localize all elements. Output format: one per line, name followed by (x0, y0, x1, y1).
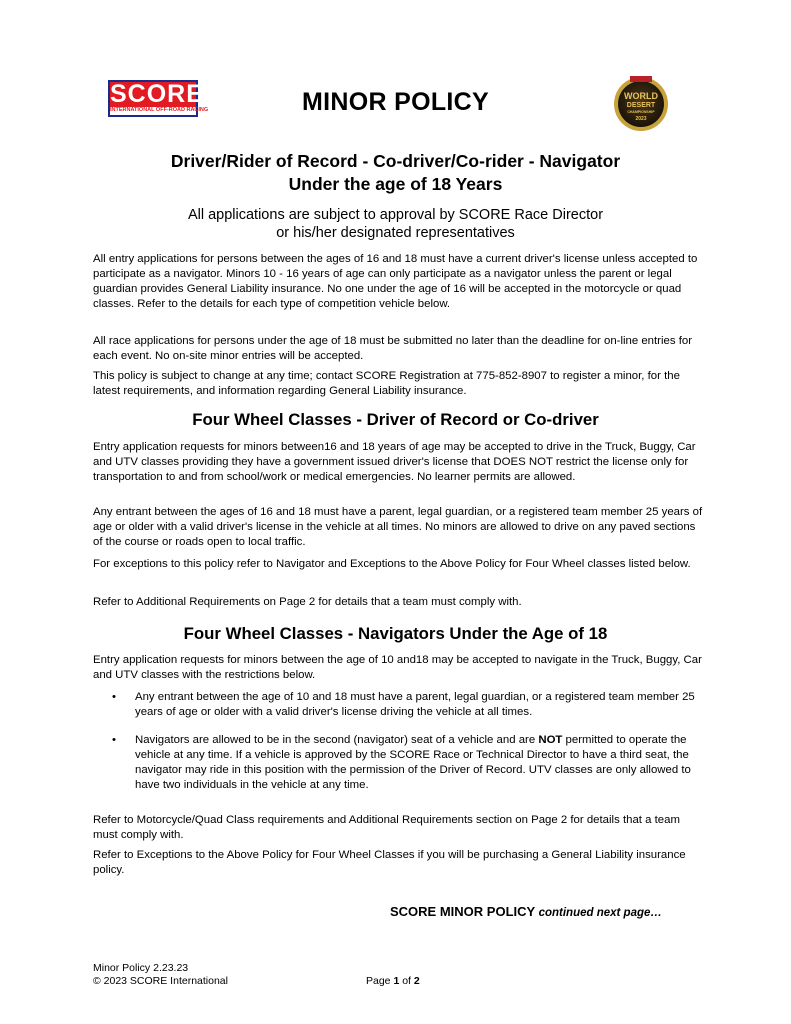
section-heading-drivers: Four Wheel Classes - Driver of Record or Co-driver (192, 410, 599, 429)
main-heading-line1: Driver/Rider of Record - Co-driver/Co-rider - Navigator (170, 151, 621, 171)
section1-paragraph-4: Refer to Additional Requirements on Page 2 for details that a team must comply with. (93, 596, 522, 608)
section2-paragraph-3: Refer to Exceptions to the Above Policy for Four Wheel Classes if you will be purchasing a General Liability insurance policy. (93, 849, 686, 876)
section1-paragraph-3: For exceptions to this policy refer to Navigator and Exceptions to the Above Policy for Four Wheel classes listed below. (93, 558, 691, 570)
score-logo-subtitle: INTERNATIONAL OFF-ROAD RACING (108, 107, 198, 117)
main-heading-line2: Under the age of 18 Years (288, 174, 503, 194)
intro-paragraph-1: All entry applications for persons between the ages of 16 and 18 must have a current driver's license unless accepted to participate as a navigator. Minors 10 - 16 years of age can only participate as a navigator unless the parent or legal guardian provides General Liability insurance. No one under the age of 16 will be accepted in the motorcycle or quad classes. Refer to the details for each type of competition vehicle below. (93, 253, 698, 310)
not-emphasis: NOT (538, 734, 563, 746)
section-heading-navigators: Four Wheel Classes - Navigators Under the Age of 18 (183, 624, 608, 643)
seal-text-world: WORLD (624, 91, 658, 101)
footer-version: Minor Policy 2.23.23 (93, 962, 189, 974)
approval-line2: or his/her designated representatives (276, 225, 515, 241)
page-title: MINOR POLICY (302, 88, 489, 116)
bullet-dot: • (112, 691, 116, 703)
approval-line1: All applications are subject to approval by SCORE Race Director (187, 207, 604, 223)
seal-text-year: 2023 (635, 116, 647, 122)
score-logo-word: SCORE (110, 80, 204, 108)
intro-paragraph-2: All race applications for persons under the age of 18 must be submitted no later than the deadline for on-line entries for each event. No on-site minor entries will be accepted. (93, 335, 692, 362)
bullet-text-1: Any entrant between the age of 10 and 18 must have a parent, legal guardian, or a registered team member 25 years of age or older with a valid driver's license driving the vehicle at all times. (135, 691, 695, 718)
section1-paragraph-1: Entry application requests for minors between16 and 18 years of age may be accepted to drive in the Truck, Buggy, Car and UTV classes providing they have a government issued driver's license that DOES NOT restrict the license only for transportation to and from school/work or medical emergencies. No learner permits are allowed. (93, 441, 696, 483)
bullet-dot: • (112, 734, 116, 746)
bullet-text-2: Navigators are allowed to be in the second (navigator) seat of a vehicle and are NOT permitted to operate the vehicle at any time. If a vehicle is approved by the SCORE Race or Technical Director to have a third seat, the navigator may ride in this position with the permission of the Driver of Record. UTV classes are only allowed to have two individuals in the vehicle at any time. (135, 734, 691, 791)
page-number: Page 1 of 2 (366, 975, 420, 987)
seal-text-desert: DESERT (626, 102, 656, 109)
seal-text-championship: CHAMPIONSHIP (627, 110, 655, 114)
footer-info (93, 962, 228, 988)
section1-paragraph-2: Any entrant between the ages of 16 and 18 must have a parent, legal guardian, or a registered team member 25 years of age or older with a valid driver's license in the vehicle at all times. No minors are allowed to drive on any paved sections of the course or roads open to local traffic. (93, 506, 703, 548)
section2-paragraph-1: Entry application requests for minors between the age of 10 and18 may be accepted to navigate in the Truck, Buggy, Car and UTV classes with the restrictions below. (93, 654, 702, 681)
approval-notice (0, 206, 791, 242)
intro-paragraph-3: This policy is subject to change at any time; contact SCORE Registration at 775-852-8907 to register a minor, for the latest requirements, and information regarding General Liability insurance. (93, 370, 680, 397)
footer-copyright: © 2023 SCORE International (93, 975, 228, 987)
continued-notice: SCORE MINOR POLICY continued next page… (390, 904, 662, 919)
world-desert-championship-seal (610, 74, 672, 132)
section2-paragraph-2: Refer to Motorcycle/Quad Class requirements and Additional Requirements section on Page 2 for details that a team must comply with. (93, 814, 680, 841)
